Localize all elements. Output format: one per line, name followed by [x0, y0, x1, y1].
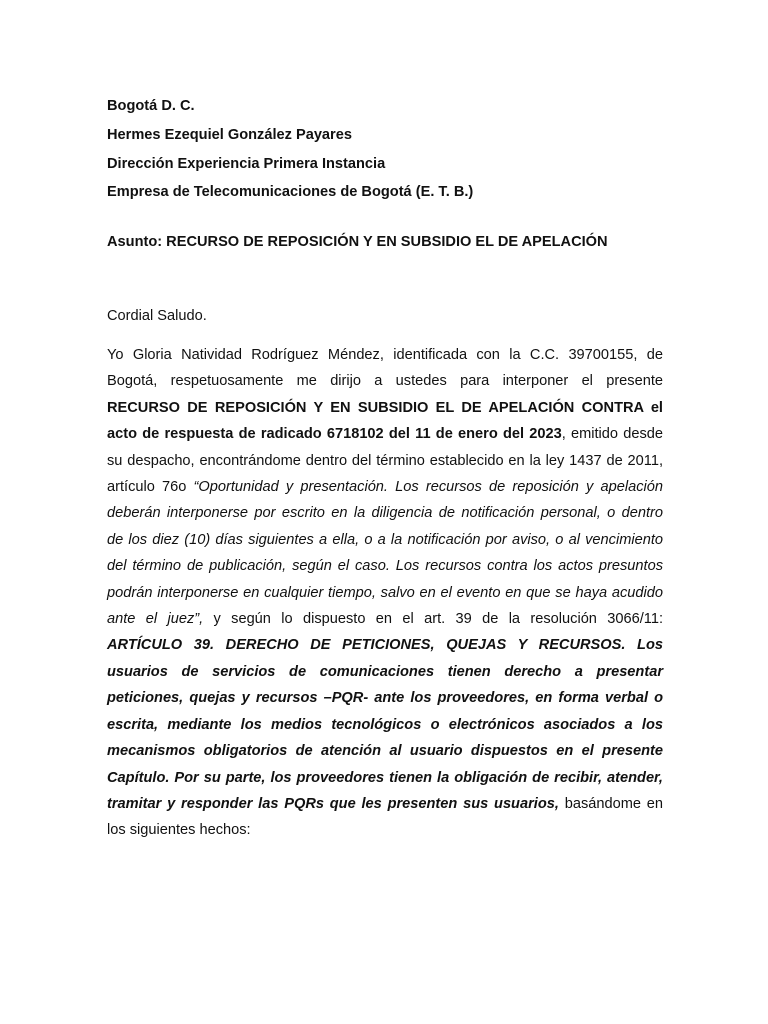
greeting: Cordial Saludo. [107, 308, 207, 324]
body-text-segment: , emitido desde [561, 426, 663, 443]
body-line [107, 500, 663, 526]
body-text-segment: de los diez (10) días siguientes a ella, o a la notificación por aviso, o al vencimiento [107, 531, 663, 548]
body-line [107, 448, 663, 474]
body-text-segment: peticiones, quejas y recursos –PQR- ante los proveedores, en forma verbal o [107, 690, 663, 707]
body-text-segment: ARTÍCULO 39. DERECHO DE PETICIONES, QUEJAS Y RECURSOS. Los [107, 637, 663, 654]
letter-page [107, 92, 663, 839]
body-text-segment: Bogotá, respetuosamente me dirijo a ustedes para interponer el presente [107, 373, 663, 390]
body-line [107, 606, 663, 632]
body-text-segment: deberán interponerse por escrito en la diligencia de notificación personal, o dentro [107, 505, 663, 522]
city-line: Bogotá D. C. [107, 98, 195, 114]
body-line [107, 632, 663, 658]
body-line [107, 395, 663, 421]
body-text-segment: podrán interponerse en cualquier tiempo, salvo en el evento en que se haya acudido [107, 584, 663, 601]
body-text-segment: “Oportunidad y presentación. Los recursos de reposición y apelación [193, 479, 663, 496]
recipient-department: Dirección Experiencia Primera Instancia [107, 155, 386, 172]
subject-line: Asunto: RECURSO DE REPOSICIÓN Y EN SUBSIDIO EL DE APELACIÓN [107, 234, 608, 250]
recipient-name: Hermes Ezequiel González Payares [107, 126, 352, 143]
body-text-segment: mecanismos obligatorios de atención al usuario dispuestos en el presente [107, 743, 663, 760]
body-line [107, 421, 663, 447]
body-text-segment: tramitar y responder las PQRs que les presenten sus usuarios, [107, 795, 559, 812]
body-text-segment: acto de respuesta de radicado 6718102 del 11 de enero del 2023 [107, 426, 562, 443]
body-text-segment: usuarios de servicios de comunicaciones tienen derecho a presentar [107, 663, 663, 680]
body-text-segment: ante el juez”, [107, 611, 204, 628]
body-text-segment: los siguientes hechos: [107, 822, 251, 839]
body-line [107, 712, 663, 738]
body-line [107, 580, 663, 606]
body-text-segment: su despacho, encontrándome dentro del término establecido en la ley 1437 de 2011, [107, 452, 663, 469]
body-text-segment: artículo 76o [107, 479, 194, 496]
recipient-company: Empresa de Telecomunicaciones de Bogotá (E. T. B.) [107, 184, 474, 201]
body-line [107, 791, 663, 817]
body-line [107, 738, 663, 764]
body-text-segment: escrita, mediante los medios tecnológicos o electrónicos asociados a los [107, 716, 663, 733]
body-line [107, 527, 663, 553]
body-line [107, 685, 663, 711]
body-line [107, 368, 663, 394]
body-line [107, 817, 663, 843]
body-line [107, 765, 663, 791]
body-text-segment: basándome en [558, 795, 663, 812]
body-text-segment: y según lo dispuesto en el art. 39 de la resolución 3066/11: [203, 611, 663, 628]
body-line [107, 553, 663, 579]
body-line [107, 342, 663, 368]
body-paragraph [107, 342, 663, 844]
body-text-segment: RECURSO DE REPOSICIÓN Y EN SUBSIDIO EL DE APELACIÓN CONTRA el [107, 399, 663, 416]
body-text-segment: Capítulo. Por su parte, los proveedores tienen la obligación de recibir, atender, [107, 769, 663, 786]
body-text-segment: Yo Gloria Natividad Rodríguez Méndez, identificada con la C.C. 39700155, de [107, 347, 663, 363]
body-text-segment: del término de publicación, según el caso. Los recursos contra los actos presuntos [107, 558, 663, 575]
body-line [107, 659, 663, 685]
body-line [107, 474, 663, 500]
